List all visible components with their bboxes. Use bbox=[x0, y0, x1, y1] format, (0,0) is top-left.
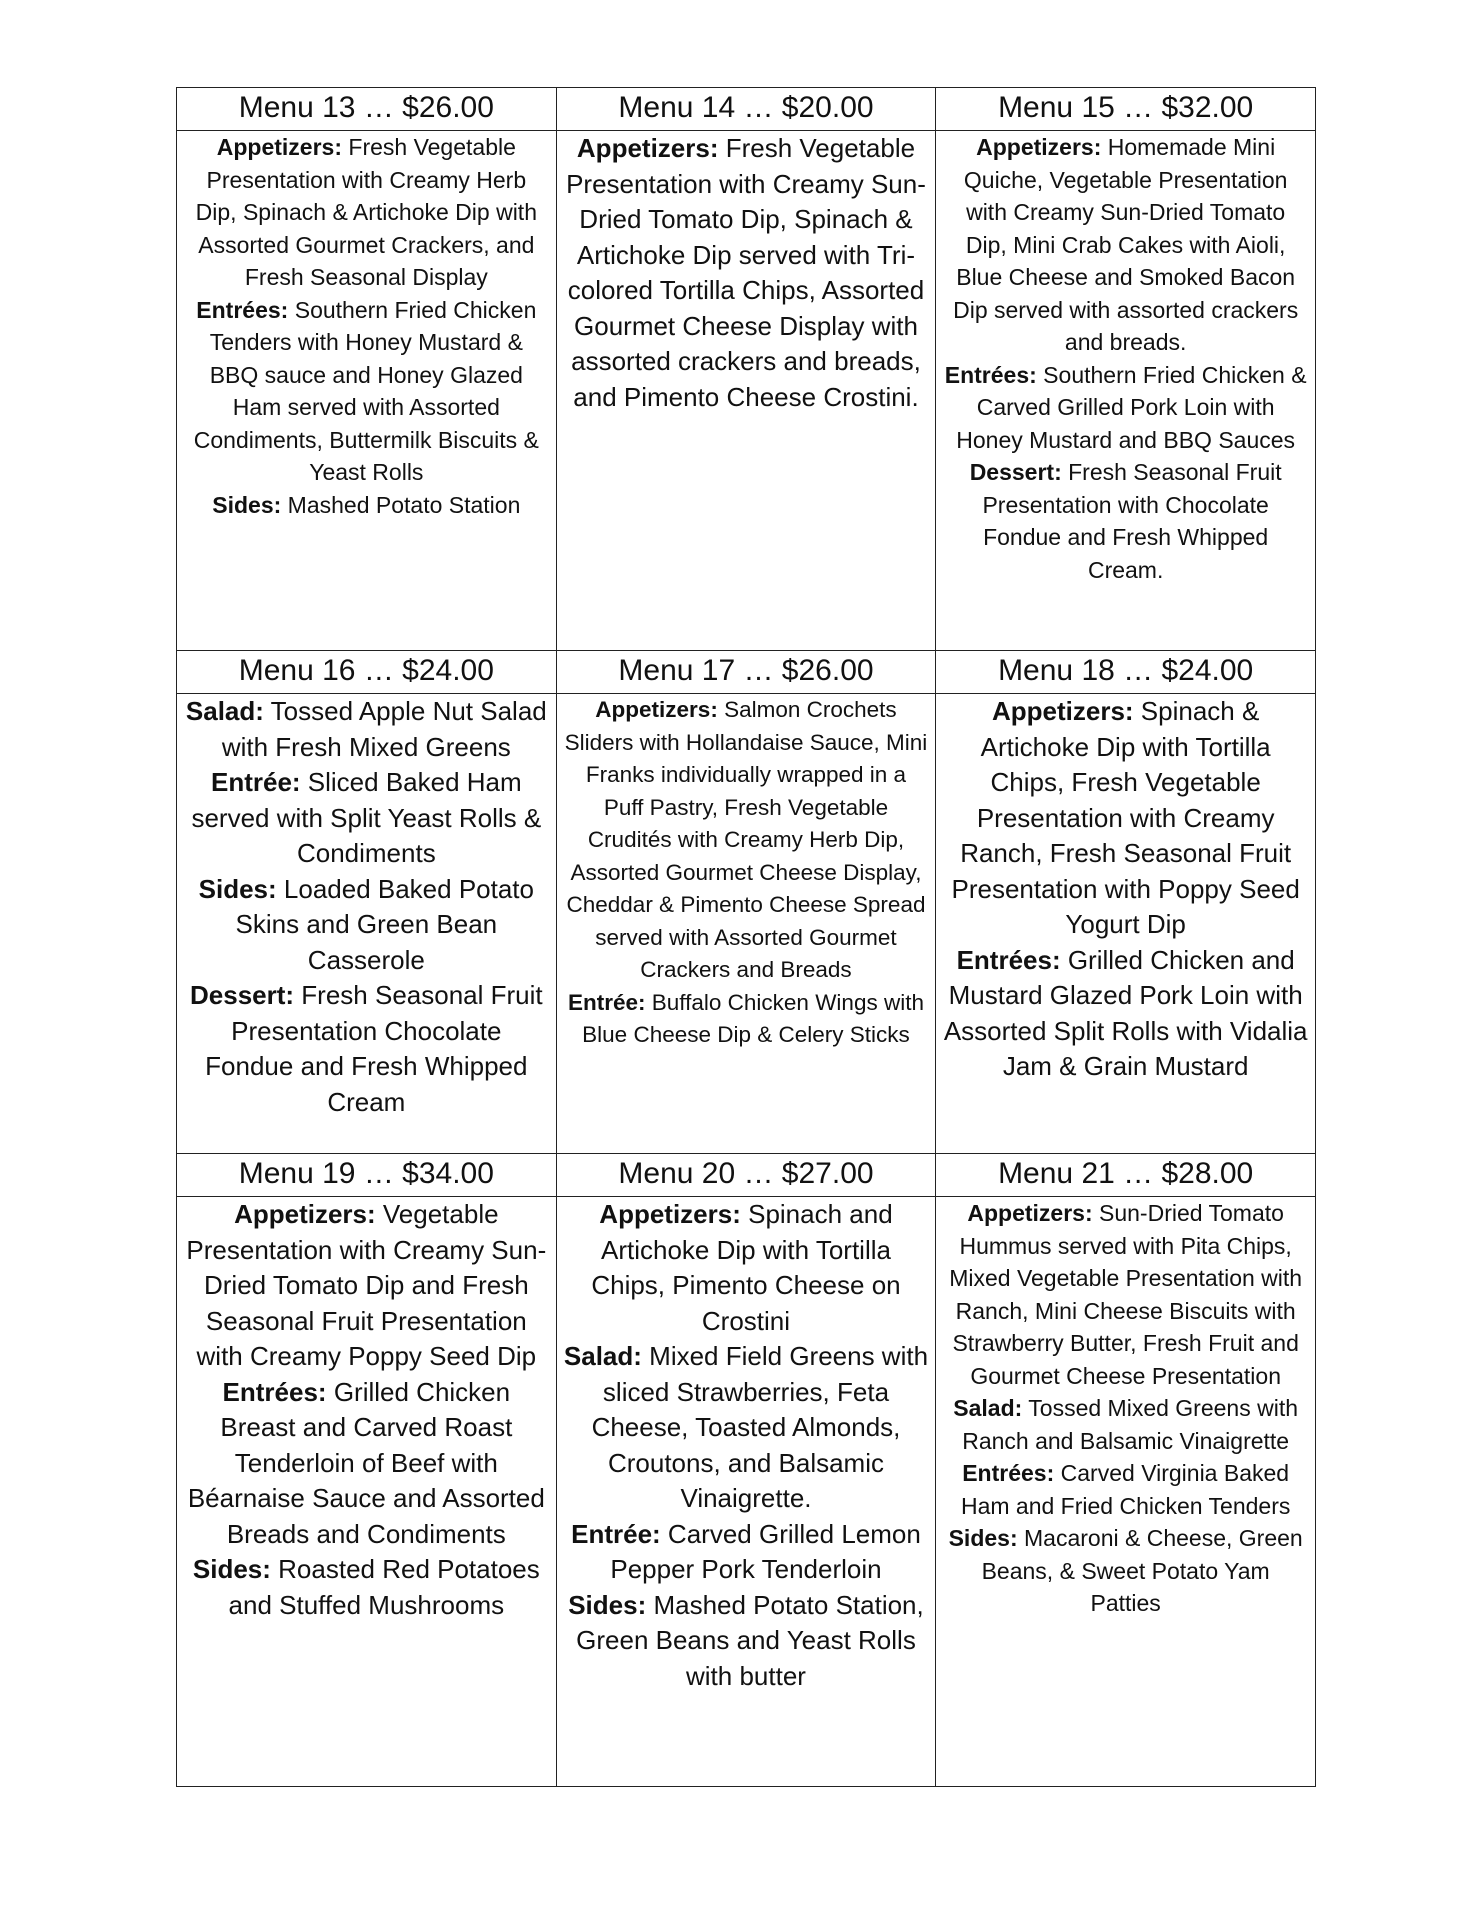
section-text: Grilled Chicken Breast and Carved Roast Tenderloin of Beef with Béarnaise Sauce and Assorted Breads and Condiments bbox=[187, 1376, 545, 1549]
menu-section bbox=[564, 1517, 929, 1588]
menu-15-title: Menu 15 … $32.00 bbox=[936, 88, 1316, 131]
menu-13-body bbox=[177, 131, 557, 651]
section-label: Sides: bbox=[192, 1554, 271, 1584]
section-label: Entrées: bbox=[956, 944, 1061, 975]
section-text: Tossed Apple Nut Salad with Fresh Mixed Greens bbox=[221, 696, 547, 762]
header-row bbox=[177, 88, 1316, 131]
menu-19-title: Menu 19 … $34.00 bbox=[177, 1154, 557, 1197]
section-label: Salad: bbox=[563, 1341, 642, 1371]
section-label: Sides: bbox=[568, 1589, 647, 1620]
menu-21-title: Menu 21 … $28.00 bbox=[936, 1154, 1316, 1197]
section-text: Tossed Mixed Greens with Ranch and Balsamic Vinaigrette bbox=[962, 1395, 1299, 1454]
section-text: Sun-Dried Tomato Hummus served with Pita Chips, Mixed Vegetable Presentation with Ranch, Mini Cheese Biscuits with Strawberry Butter, Fresh Fruit and Gourmet Cheese Presentation bbox=[949, 1200, 1303, 1389]
section-text: Buffalo Chicken Wings with Blue Cheese Dip & Celery Sticks bbox=[582, 989, 924, 1047]
menu-19-body bbox=[177, 1197, 557, 1787]
section-label: Appetizers: bbox=[216, 134, 342, 160]
menu-section bbox=[184, 1197, 549, 1375]
section-text: Sliced Baked Ham served with Split Yeast Rolls & Condiments bbox=[191, 767, 542, 868]
menu-16-title: Menu 16 … $24.00 bbox=[177, 651, 557, 694]
menu-section bbox=[564, 131, 929, 415]
menu-section bbox=[943, 1522, 1308, 1620]
menu-section bbox=[943, 1392, 1308, 1457]
section-text: Mashed Potato Station, Green Beans and Yeast Rolls with butter bbox=[576, 1589, 924, 1691]
section-label: Entrée: bbox=[571, 1518, 661, 1549]
menu-14-title: Menu 14 … $20.00 bbox=[556, 88, 936, 131]
menu-17-title: Menu 17 … $26.00 bbox=[556, 651, 936, 694]
section-label: Entrées: bbox=[944, 361, 1037, 388]
section-label: Appetizers: bbox=[967, 1200, 1093, 1226]
section-label: Dessert: bbox=[969, 459, 1062, 485]
body-row bbox=[177, 131, 1316, 651]
section-text: Carved Grilled Lemon Pepper Pork Tenderloin bbox=[610, 1518, 921, 1584]
menu-section bbox=[564, 1339, 929, 1517]
section-text: Mixed Field Greens with sliced Strawberries, Feta Cheese, Toasted Almonds, Croutons, and Balsamic Vinaigrette. bbox=[591, 1341, 929, 1513]
section-label: Sides: bbox=[198, 873, 277, 904]
menu-section bbox=[184, 1375, 549, 1553]
menu-section bbox=[184, 978, 549, 1120]
menu-18-title: Menu 18 … $24.00 bbox=[936, 651, 1316, 694]
menu-table bbox=[176, 87, 1316, 1787]
menu-section bbox=[184, 765, 549, 872]
section-text: Mashed Potato Station bbox=[281, 491, 521, 518]
menu-15-body bbox=[936, 131, 1316, 651]
section-label: Salad: bbox=[185, 696, 264, 726]
section-text: Southern Fried Chicken & Carved Grilled Pork Loin with Honey Mustard and BBQ Sauces bbox=[956, 361, 1307, 453]
menu-section bbox=[564, 1197, 929, 1339]
menu-section bbox=[564, 1588, 929, 1695]
header-row bbox=[177, 651, 1316, 694]
menu-14-body bbox=[556, 131, 936, 651]
header-row bbox=[177, 1154, 1316, 1197]
section-label: Dessert: bbox=[190, 980, 295, 1010]
section-text: Roasted Red Potatoes and Stuffed Mushrooms bbox=[228, 1554, 540, 1620]
section-label: Entrées: bbox=[222, 1376, 327, 1407]
menu-section bbox=[943, 694, 1308, 943]
menu-section bbox=[943, 456, 1308, 586]
section-label: Appetizers: bbox=[595, 697, 718, 722]
section-text: Macaroni & Cheese, Green Beans, & Sweet Potato Yam Patties bbox=[981, 1525, 1303, 1616]
menu-section bbox=[184, 872, 549, 979]
menu-section bbox=[943, 943, 1308, 1085]
menu-section bbox=[184, 694, 549, 765]
menu-20-title: Menu 20 … $27.00 bbox=[556, 1154, 936, 1197]
section-text: Fresh Vegetable Presentation with Creamy Sun-Dried Tomato Dip, Spinach & Artichoke Dip served with Tri-colored Tortilla Chips, Assorted Gourmet Cheese Display with assorted crackers and breads, and Pimento Cheese Crostini. bbox=[566, 133, 926, 412]
section-label: Entrée: bbox=[210, 767, 301, 797]
section-label: Salad: bbox=[953, 1395, 1023, 1421]
menu-section bbox=[564, 694, 929, 987]
section-label: Sides: bbox=[212, 491, 282, 518]
section-text: Grilled Chicken and Mustard Glazed Pork Loin with Assorted Split Rolls with Vidalia Jam & Grain Mustard bbox=[943, 944, 1308, 1081]
menu-section bbox=[943, 1457, 1308, 1522]
menu-section bbox=[184, 489, 549, 522]
section-label: Entrées: bbox=[196, 296, 289, 323]
section-label: Appetizers: bbox=[234, 1199, 376, 1229]
section-text: Southern Fried Chicken Tenders with Honey Mustard & BBQ sauce and Honey Glazed Ham served with Assorted Condiments, Buttermilk Biscuits & Yeast Rolls bbox=[193, 296, 539, 485]
body-row bbox=[177, 694, 1316, 1154]
menu-section bbox=[184, 294, 549, 489]
section-text: Spinach & Artichoke Dip with Tortilla Chips, Fresh Vegetable Presentation with Creamy Ranch, Fresh Seasonal Fruit Presentation with Poppy Seed Yogurt Dip bbox=[951, 696, 1300, 939]
section-label: Sides: bbox=[948, 1525, 1018, 1551]
section-label: Appetizers: bbox=[991, 696, 1134, 726]
menu-section bbox=[943, 1197, 1308, 1392]
section-label: Appetizers: bbox=[576, 133, 719, 163]
section-label: Entrée: bbox=[567, 989, 646, 1015]
section-label: Appetizers: bbox=[599, 1199, 741, 1229]
menu-21-body bbox=[936, 1197, 1316, 1787]
section-text: Salmon Crochets Sliders with Hollandaise Sauce, Mini Franks individually wrapped in a Puff Pastry, Fresh Vegetable Crudités with Creamy Herb Dip, Assorted Gourmet Cheese Display, Cheddar & Pimento Cheese Spread served with Assorted Gourmet Crackers and Breads bbox=[564, 697, 928, 982]
section-text: Loaded Baked Potato Skins and Green Bean Casserole bbox=[235, 873, 534, 975]
section-text: Spinach and Artichoke Dip with Tortilla Chips, Pimento Cheese on Crostini bbox=[591, 1199, 901, 1336]
section-text: Fresh Seasonal Fruit Presentation with Chocolate Fondue and Fresh Whipped Cream. bbox=[982, 459, 1282, 583]
menu-18-body bbox=[936, 694, 1316, 1154]
section-text: Fresh Seasonal Fruit Presentation Chocolate Fondue and Fresh Whipped Cream bbox=[205, 980, 543, 1117]
menu-section bbox=[184, 131, 549, 294]
menu-16-body bbox=[177, 694, 557, 1154]
section-text: Homemade Mini Quiche, Vegetable Presentation with Creamy Sun-Dried Tomato Dip, Mini Crab Cakes with Aioli, Blue Cheese and Smoked Bacon Dip served with assorted crackers and breads. bbox=[953, 134, 1299, 355]
menu-section bbox=[943, 359, 1308, 457]
menu-section bbox=[564, 987, 929, 1052]
menu-20-body bbox=[556, 1197, 936, 1787]
section-label: Appetizers: bbox=[976, 134, 1102, 160]
section-text: Vegetable Presentation with Creamy Sun-Dried Tomato Dip and Fresh Seasonal Fruit Presentation with Creamy Poppy Seed Dip bbox=[186, 1199, 547, 1371]
section-text: Carved Virginia Baked Ham and Fried Chicken Tenders bbox=[960, 1460, 1291, 1519]
body-row bbox=[177, 1197, 1316, 1787]
menu-13-title: Menu 13 … $26.00 bbox=[177, 88, 557, 131]
menu-section bbox=[943, 131, 1308, 359]
menu-section bbox=[184, 1552, 549, 1623]
section-label: Entrées: bbox=[962, 1460, 1055, 1486]
section-text: Fresh Vegetable Presentation with Creamy Herb Dip, Spinach & Artichoke Dip with Assorted Gourmet Crackers, and Fresh Seasonal Display bbox=[195, 134, 537, 290]
menu-17-body bbox=[556, 694, 936, 1154]
